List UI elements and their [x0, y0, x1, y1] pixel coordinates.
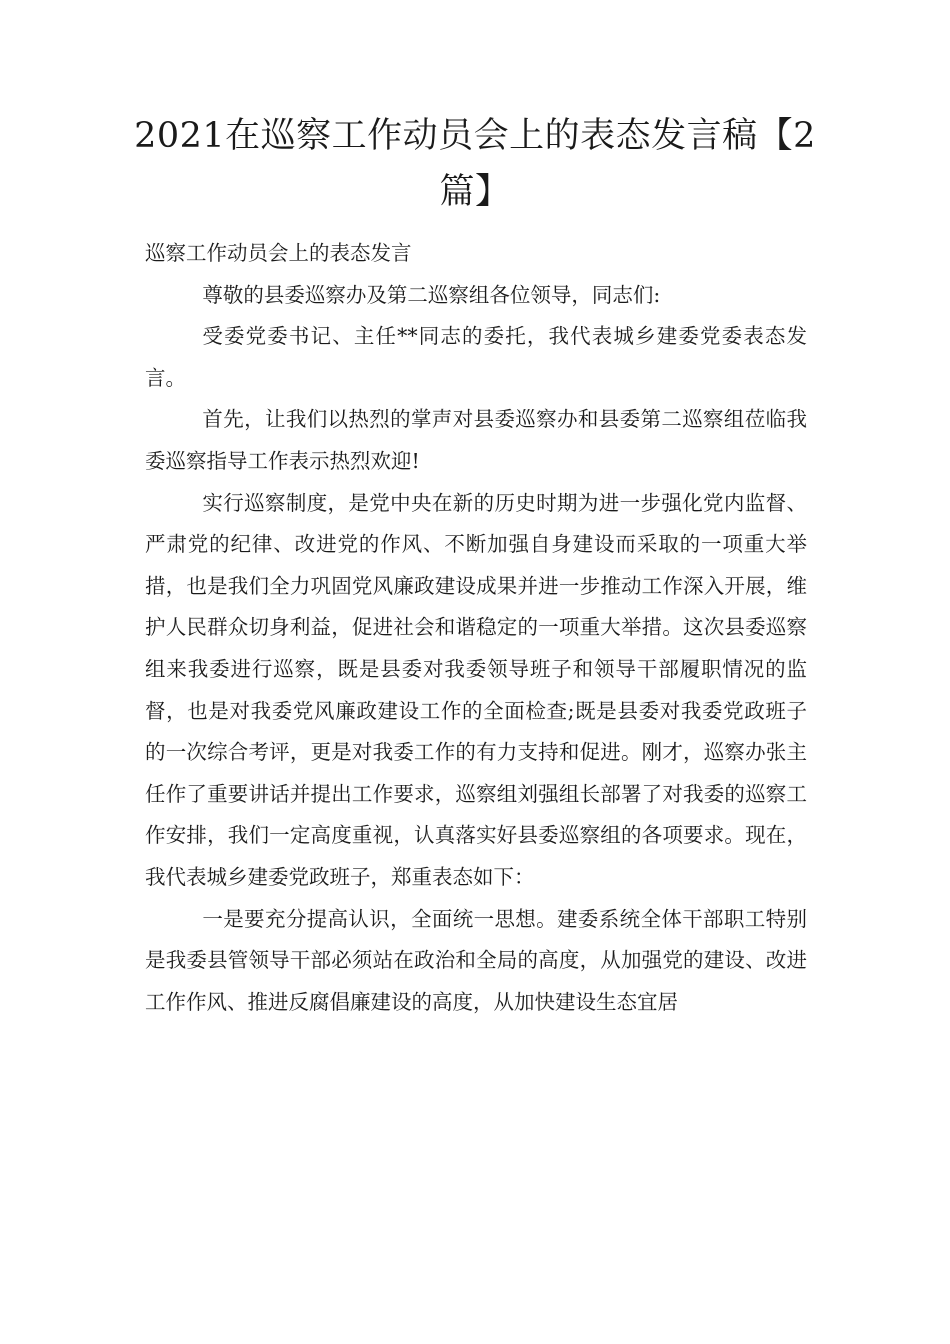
- document-title: 2021在巡察工作动员会上的表态发言稿【2篇】: [134, 116, 816, 212]
- paragraph-salutation: 尊敬的县委巡察办及第二巡察组各位领导，同志们:: [202, 282, 661, 307]
- document-body: [145, 233, 807, 1023]
- paragraph-welcome: 首先，让我们以热烈的掌声对县委巡察办和县委第二巡察组莅临我委巡察指导工作表示热烈欢迎!: [145, 407, 807, 473]
- paragraph-significance: 实行巡察制度，是党中央在新的历史时期为进一步强化党内监督、严肃党的纪律、改进党的作风、不断加强自身建设而采取的一项重大举措，也是我们全力巩固党风廉政建设成果并进一步推动工作深入开展，维护人民群众切身利益，促进社会和谐稳定的一项重大举措。这次县委巡察组来我委进行巡察，既是县委对我委领导班子和领导干部履职情况的监督，也是对我委党风廉政建设工作的全面检查;既是县委对我委党政班子的一次综合考评，更是对我委工作的有力支持和促进。刚才，巡察办张主任作了重要讲话并提出工作要求，巡察组刘强组长部署了对我委的巡察工作安排，我们一定高度重视，认真落实好县委巡察组的各项要求。现在，我代表城乡建委党政班子，郑重表态如下：: [145, 490, 807, 889]
- paragraph-point-one: 一是要充分提高认识，全面统一思想。建委系统全体干部职工特别是我委县管领导干部必须站在政治和全局的高度，从加强党的建设、改进工作作风、推进反腐倡廉建设的高度，从加快建设生态宜居: [145, 906, 807, 1014]
- paragraph-entrusted: 受委党委书记、主任**同志的委托，我代表城乡建委党委表态发言。: [145, 324, 807, 390]
- section-heading: 巡察工作动员会上的表态发言: [145, 241, 412, 265]
